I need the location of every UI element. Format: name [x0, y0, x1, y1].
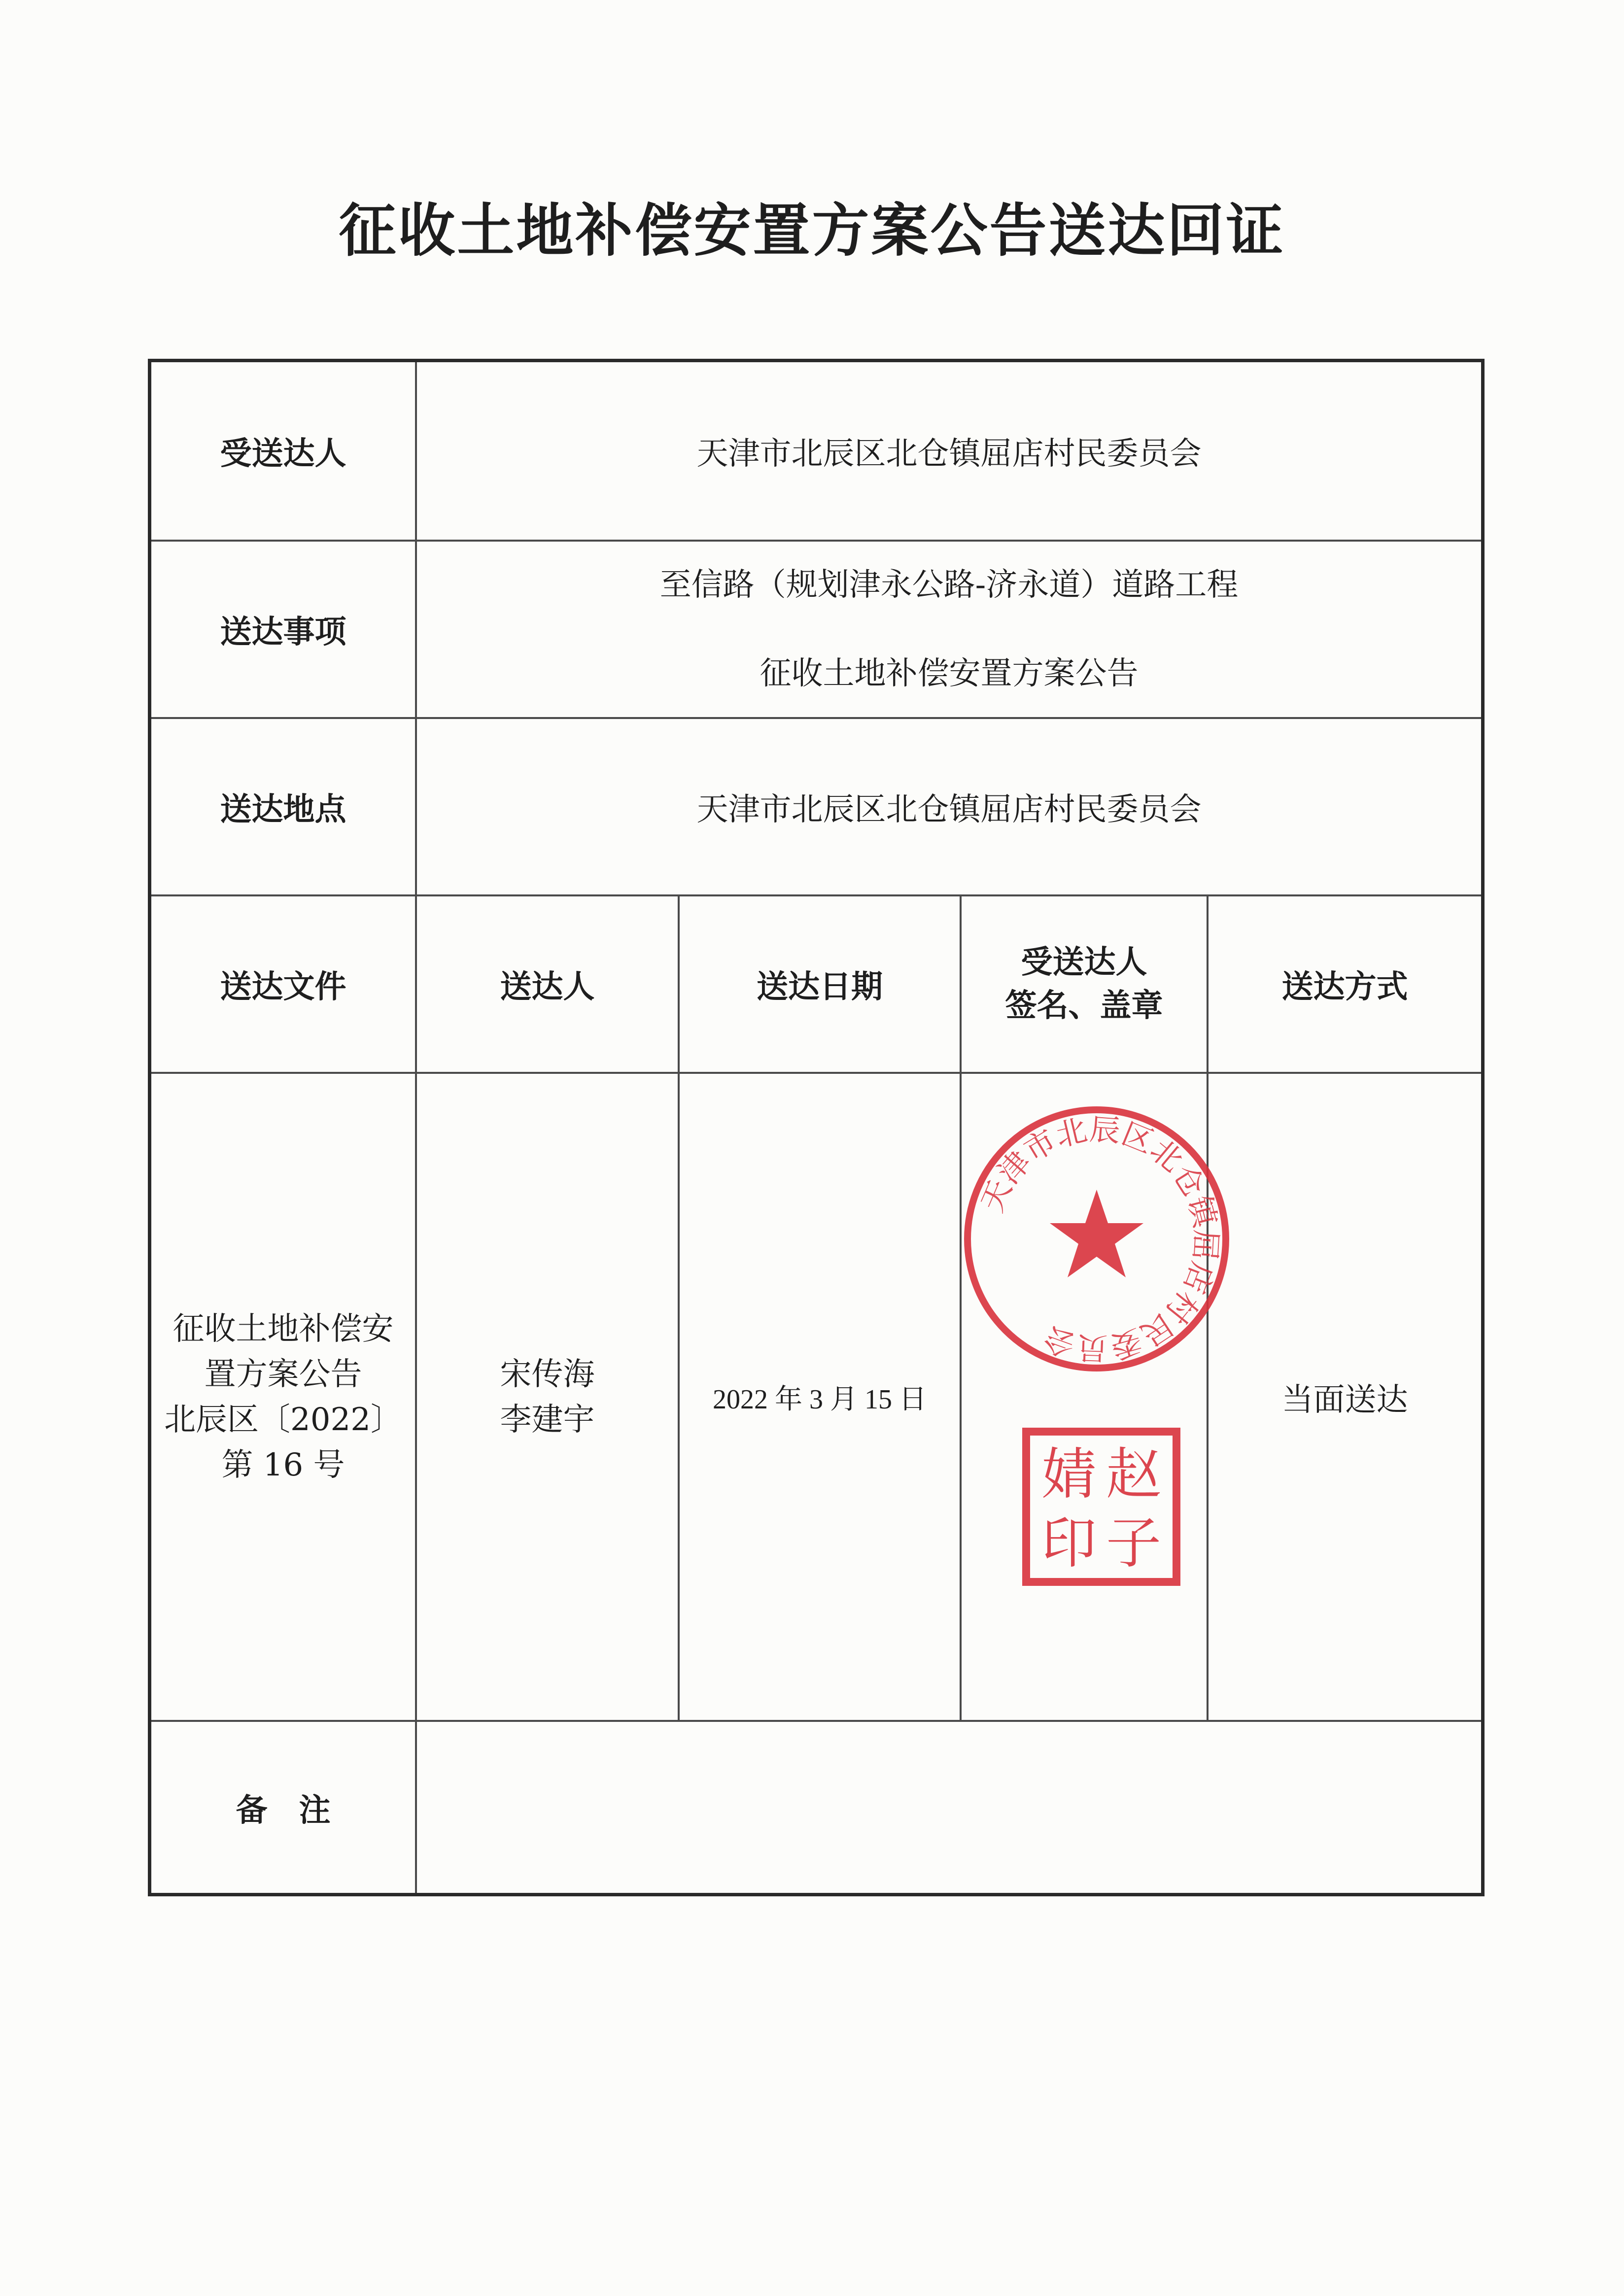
- svg-text:印: 印: [1041, 1511, 1097, 1576]
- place-value: 天津市北辰区北仓镇屈店村民委员会: [696, 791, 1202, 828]
- name-stamp: [1021, 1427, 1181, 1587]
- place-label: 送达地点: [220, 791, 346, 828]
- entry-sender-line-2: 李建宇: [500, 1401, 595, 1438]
- document-title: 征收土地补偿安置方案公告送达回证: [339, 197, 1285, 264]
- remarks-label: 备 注: [236, 1792, 331, 1829]
- seal-text: 天津市北辰区北仓镇屈店村民委员会: [973, 1111, 1225, 1367]
- header-method: 送达方式: [1281, 969, 1408, 1005]
- svg-text:赵: 赵: [1106, 1442, 1161, 1507]
- header-date: 送达日期: [757, 969, 883, 1005]
- recipient-value: 天津市北辰区北仓镇屈店村民委员会: [696, 436, 1202, 472]
- matter-line-2: 征收土地补偿安置方案公告: [760, 655, 1139, 692]
- header-signature: [962, 896, 1207, 1072]
- entry-date: 2022 年 3 月 15 日: [713, 1384, 927, 1415]
- svg-text:子: 子: [1106, 1511, 1161, 1576]
- matter-label: 送达事项: [220, 614, 346, 651]
- entry-document-line-1: 征收土地补偿安: [173, 1310, 394, 1347]
- header-signature-line-2: 签名、盖章: [1005, 988, 1163, 1024]
- matter-line-1: 至信路（规划津永公路-济永道）道路工程: [659, 567, 1239, 603]
- header-document: 送达文件: [220, 969, 346, 1005]
- entry-method: 当面送达: [1281, 1381, 1408, 1418]
- receipt-table: [148, 359, 1485, 1896]
- matter-value: [417, 542, 1481, 717]
- svg-text:婧: 婧: [1041, 1442, 1097, 1507]
- header-sender: 送达人: [500, 969, 595, 1005]
- recipient-label: 受送达人: [220, 436, 346, 472]
- entry-document-line-4: 第 16 号: [221, 1446, 345, 1483]
- entry-sender: [417, 1074, 678, 1720]
- entry-document: [151, 1074, 415, 1720]
- remarks-value: [417, 1722, 1481, 1893]
- header-signature-line-1: 受送达人: [1021, 944, 1147, 981]
- entry-document-line-2: 置方案公告: [204, 1356, 362, 1393]
- entry-document-line-3: 北辰区〔2022〕: [164, 1401, 402, 1438]
- entry-sender-line-1: 宋传海: [500, 1356, 595, 1393]
- official-seal: [959, 1101, 1235, 1377]
- seal-star-icon: [1050, 1190, 1143, 1277]
